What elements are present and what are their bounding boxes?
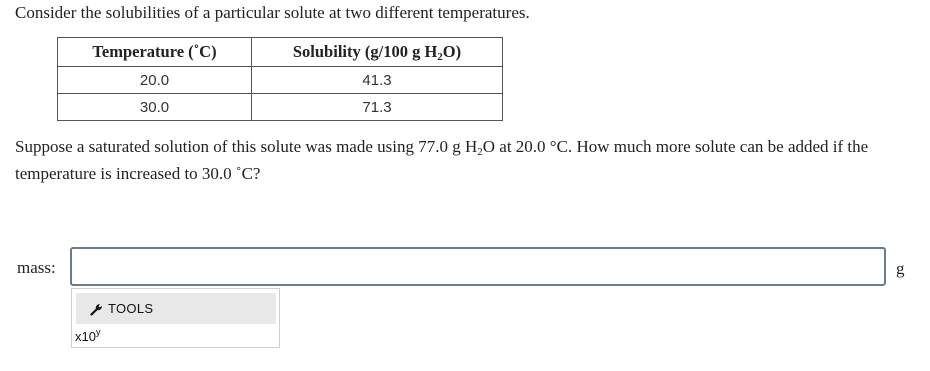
question-text xyxy=(15,133,915,187)
mass-label: mass: xyxy=(17,258,56,277)
cell-temperature: 30.0 xyxy=(58,94,252,121)
question-part-1: Suppose a saturated solution of this solute was made using 77.0 g H xyxy=(15,137,478,156)
table-row xyxy=(58,94,503,121)
header-solubility-subscript: 2 xyxy=(437,50,443,63)
header-solubility-suffix: O) xyxy=(442,41,462,61)
cell-temperature: 20.0 xyxy=(58,67,252,94)
question-part-2: O at 20.0 °C. How much more solute can be added if the temperature is increased to 30.0 ˚C? xyxy=(15,137,869,183)
tools-label: TOOLS xyxy=(108,301,154,316)
table-row xyxy=(58,67,503,94)
cell-solubility: 71.3 xyxy=(252,94,503,121)
table-header-row xyxy=(58,38,503,67)
header-temperature: Temperature (˚C) xyxy=(58,38,252,67)
question-subscript: 2 xyxy=(477,146,483,158)
wrench-icon xyxy=(90,302,104,316)
sci-notation-exponent: y xyxy=(95,327,101,337)
sci-notation-base: x10 xyxy=(75,329,96,344)
tools-button[interactable] xyxy=(76,293,276,324)
header-solubility xyxy=(252,38,503,67)
problem-intro: Consider the solubilities of a particular solute at two different temperatures. xyxy=(15,3,530,22)
solubility-table xyxy=(57,37,503,121)
cell-solubility: 41.3 xyxy=(252,67,503,94)
unit-label: g xyxy=(896,259,905,278)
header-solubility-prefix: Solubility (g/100 g H xyxy=(292,41,438,61)
scientific-notation-button[interactable] xyxy=(75,327,100,344)
mass-input[interactable] xyxy=(70,247,886,286)
tools-panel xyxy=(71,288,280,348)
